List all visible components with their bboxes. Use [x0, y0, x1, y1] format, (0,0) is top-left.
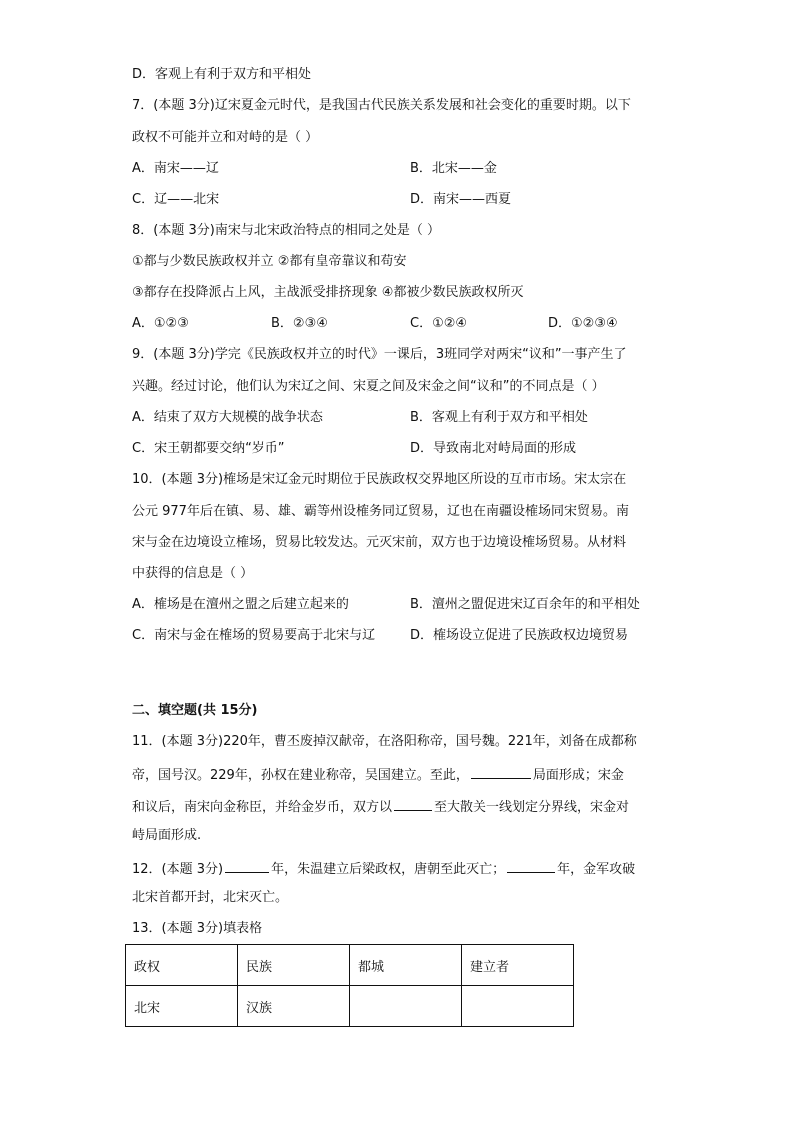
q10-stem-cont-3: 中获得的信息是（ ） — [132, 566, 254, 581]
q12-blank-1[interactable] — [225, 858, 269, 873]
table-cell-blank[interactable] — [350, 986, 462, 1027]
table-header-row — [126, 945, 574, 986]
table-header-cell: 建立者 — [462, 945, 574, 986]
q11-blank-2[interactable] — [394, 796, 432, 811]
q11-stem: 11．(本题 3分)220年，曹丕废掉汉献帝，在洛阳称帝，国号魏。221年，刘备在成都称 — [132, 734, 637, 749]
q11-text-3b: 至大散关一线划定分界线，宋金对 — [434, 800, 630, 815]
q11-line-2 — [132, 764, 624, 785]
q8-items-2: ③都存在投降派占上风，主战派受排挤现象 ④都被少数民族政权所灭 — [132, 285, 524, 300]
table-header-cell: 都城 — [350, 945, 462, 986]
q9-option-b[interactable]: B．客观上有利于双方和平相处 — [410, 410, 588, 425]
q10-stem: 10．(本题 3分)榷场是宋辽金元时期位于民族政权交界地区所设的互市市场。宋太宗在 — [132, 472, 627, 487]
q9-stem: 9．(本题 3分)学完《民族政权并立的时代》一课后，3班同学对两宋“议和”一事产生了 — [132, 347, 627, 362]
q8-option-d[interactable]: D．①②③④ — [548, 316, 618, 331]
q8-option-c[interactable]: C．①②④ — [410, 316, 468, 331]
q10-option-a[interactable]: A．榷场是在澶州之盟之后建立起来的 — [132, 597, 349, 612]
q11-line-4: 峙局面形成. — [132, 828, 202, 843]
q8-option-b[interactable]: B．②③④ — [271, 316, 328, 331]
q11-blank-1[interactable] — [471, 764, 531, 779]
q7-option-d[interactable]: D．南宋——西夏 — [410, 192, 512, 207]
q9-option-d[interactable]: D．导致南北对峙局面的形成 — [410, 441, 577, 456]
q8-option-a[interactable]: A．①②③ — [132, 316, 189, 331]
q10-stem-cont-2: 宋与金在边境设立榷场，贸易比较发达。元灭宋前，双方也于边境设榷场贸易。从材料 — [132, 535, 627, 550]
q7-option-a[interactable]: A．南宋——辽 — [132, 161, 219, 176]
q7-option-b[interactable]: B．北宋——金 — [410, 161, 497, 176]
section-heading: 二、填空题(共 15分) — [132, 703, 258, 718]
q12-line-1 — [132, 858, 635, 879]
q10-option-d[interactable]: D．榷场设立促进了民族政权边境贸易 — [410, 628, 629, 643]
q11-line-3 — [132, 796, 629, 817]
q12-line-2: 北宋首都开封，北宋灭亡。 — [132, 890, 289, 905]
q9-option-c[interactable]: C．宋王朝都要交纳“岁币” — [132, 441, 285, 456]
q8-items-1: ①都与少数民族政权并立 ②都有皇帝靠议和苟安 — [132, 254, 407, 269]
q7-stem-cont: 政权不可能并立和对峙的是（ ） — [132, 130, 319, 145]
table-header-cell: 民族 — [238, 945, 350, 986]
q8-stem: 8．(本题 3分)南宋与北宋政治特点的相同之处是（ ） — [132, 223, 440, 238]
table-cell-blank[interactable] — [462, 986, 574, 1027]
q11-text-3a: 和议后，南宋向金称臣，并给金岁币，双方以 — [132, 800, 393, 815]
table-cell: 汉族 — [238, 986, 350, 1027]
q13-stem: 13．(本题 3分)填表格 — [132, 921, 263, 936]
q11-text-2b: 局面形成；宋金 — [532, 768, 624, 783]
table-header-cell: 政权 — [126, 945, 238, 986]
q6-option-d: D．客观上有利于双方和平相处 — [132, 67, 312, 82]
q11-text-2a: 帝，国号汉。229年，孙权在建业称帝，吴国建立。至此， — [132, 768, 469, 783]
fill-table — [125, 944, 574, 1027]
q9-option-a[interactable]: A．结束了双方大规模的战争状态 — [132, 410, 323, 425]
q12-text-1a: 12．(本题 3分) — [132, 862, 224, 877]
q7-option-c[interactable]: C．辽——北宋 — [132, 192, 220, 207]
q7-stem: 7．(本题 3分)辽宋夏金元时代，是我国古代民族关系发展和社会变化的重要时期。以下 — [132, 98, 631, 113]
q12-text-1c: 年，金军攻破 — [557, 862, 636, 877]
q10-option-c[interactable]: C．南宋与金在榷场的贸易要高于北宋与辽 — [132, 628, 376, 643]
table-row — [126, 986, 574, 1027]
q10-option-b[interactable]: B．澶州之盟促进宋辽百余年的和平相处 — [410, 597, 640, 612]
q10-stem-cont-1: 公元 977年后在镇、易、雄、霸等州设榷务同辽贸易，辽也在南疆设榷场同宋贸易。南 — [132, 504, 629, 519]
table-cell: 北宋 — [126, 986, 238, 1027]
q9-stem-cont: 兴趣。经过讨论，他们认为宋辽之间、宋夏之间及宋金之间“议和”的不同点是（ ） — [132, 379, 605, 394]
q12-blank-2[interactable] — [507, 858, 555, 873]
q12-text-1b: 年，朱温建立后梁政权，唐朝至此灭亡； — [271, 862, 506, 877]
